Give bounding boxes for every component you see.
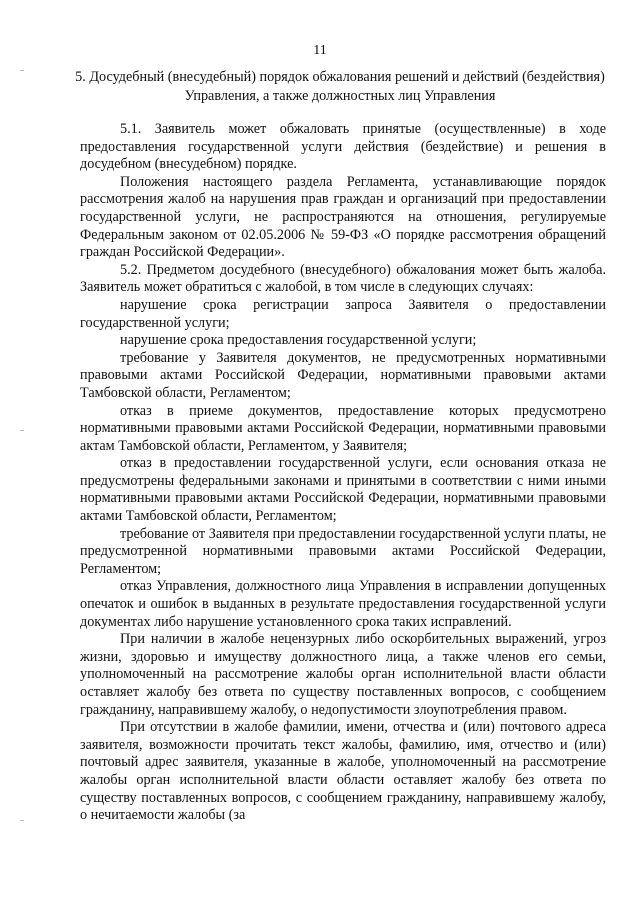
list-item: отказ в приеме документов, предоставление которых предусмотрено нормативными правовыми актами Российской Федерации, нормативными правовыми актам Тамбовской области, Регламентом, у Заявителя; <box>80 402 606 454</box>
list-item: требование у Заявителя документов, не предусмотренных нормативными правовыми актами Российской Федерации, нормативными правовыми актами Тамбовской области, Регламентом; <box>80 349 606 401</box>
list-item: отказ Управления, должностного лица Управления в исправлении допущенных опечаток и ошибок в выданных в результате предоставления государственной услуги документах либо нарушение установленного срока таких исправлений. <box>80 578 606 630</box>
section-title: 5. Досудебный (внесудебный) порядок обжалования решений и действий (бездействия) Управления, а также должностных лиц Управления <box>75 69 605 104</box>
page-number: 11 <box>313 43 327 58</box>
paragraph-obscene: При наличии в жалобе нецензурных либо оскорбительных выражений, угроз жизни, здоровью и имуществу должностного лица, а также членов его семьи, уполномоченный на рассмотрение жалобы орган исполнительной власти области оставляет жалобу без ответа по существу поставленных вопросов, с сообщением гражданину, направившему жалобу, о недопустимости злоупотребления правом. <box>80 631 606 718</box>
document-body <box>80 121 606 825</box>
list-item: нарушение срока регистрации запроса Заявителя о предоставлении государственной услуги; <box>80 296 606 331</box>
scan-mark <box>20 820 24 821</box>
paragraph-missing-name: При отсутствии в жалобе фамилии, имени, отчества и (или) почтового адреса заявителя, возможности прочитать текст жалобы, фамилию, имя, отчество и (или) почтовый адрес заявителя, указанные в жалобе, уполномоченный на рассмотрение жалобы орган исполнительной власти области оставляет жалобу без ответа по существу поставленных вопросов, с сообщением гражданину, направившему жалобу, о нечитаемости жалобы (за <box>80 719 606 824</box>
scan-mark <box>20 70 24 71</box>
paragraph-5-1: 5.1. Заявитель может обжаловать принятые (осуществленные) в ходе предоставления государственной услуги действия (бездействие) и решения в досудебном (внесудебном) порядке. <box>80 121 606 173</box>
list-item: нарушение срока предоставления государственной услуги; <box>120 332 477 349</box>
scan-mark <box>20 430 24 431</box>
list-item: требование от Заявителя при предоставлении государственной услуги платы, не предусмотренной нормативными правовыми актами Российской Федерации, Регламентом; <box>80 525 606 577</box>
paragraph-scope: Положения настоящего раздела Регламента, устанавливающие порядок рассмотрения жалоб на нарушения прав граждан и организаций при предоставлении государственной услуги, не распространяются на отношения, регулируемые Федеральным законом от 02.05.2006 № 59-ФЗ «О порядке рассмотрения обращений граждан Российской Федерации». <box>80 173 606 261</box>
list-item: отказ в предоставлении государственной услуги, если основания отказа не предусмотрены федеральными законами и принятыми в соответствии с ними иными нормативными правовыми актами Российской Федерации, нормативными правовыми актами Тамбовской области, Регламентом; <box>80 455 606 525</box>
paragraph-5-2: 5.2. Предметом досудебного (внесудебного) обжалования может быть жалоба. Заявитель может обратиться с жалобой, в том числе в следующих случаях: <box>80 261 606 296</box>
